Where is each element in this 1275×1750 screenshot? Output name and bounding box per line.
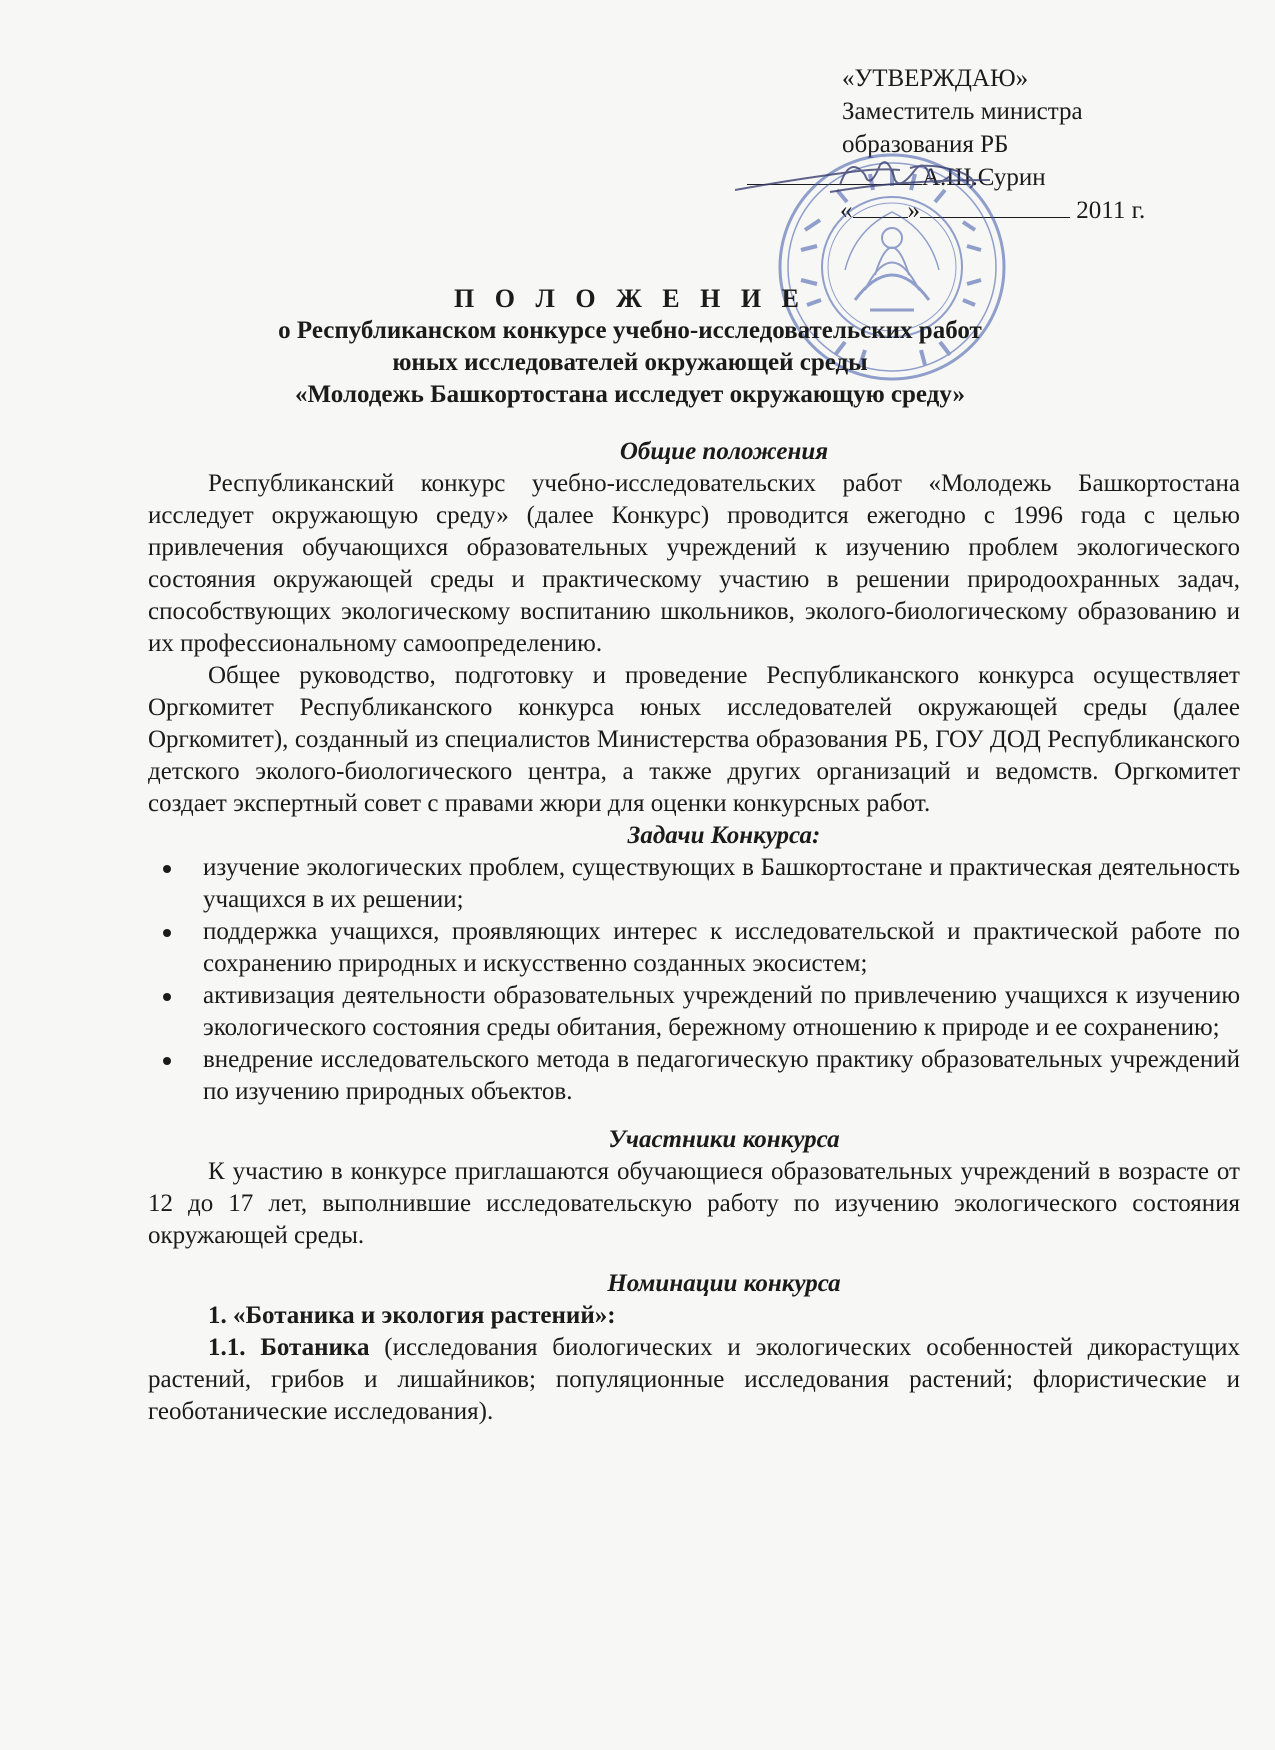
task-text: изучение экологических проблем, существующих в Башкортостане и практическая деятельность учащихся в их решении; xyxy=(203,854,1240,913)
title-line-4: «Молодежь Башкортостана исследует окружающую среду» xyxy=(295,381,965,408)
document-body xyxy=(148,436,1240,1428)
general-paragraph-1: Республиканский конкурс учебно-исследовательских работ «Молодежь Башкортостана исследует окружающую среду» (далее Конкурс) проводится ежегодно с 1996 года с целью привлечения обучающихся образовательных учреждений к изучению проблем экологического состояния окружающей среды и практическому участию в решении природоохранных задач, способствующих экологическому воспитанию школьников, эколого-биологическому образованию и их профессиональному самоопределению. xyxy=(148,470,1240,657)
bullet-icon xyxy=(163,865,171,873)
tasks-list xyxy=(148,852,1240,1108)
general-paragraph-2: Общее руководство, подготовку и проведение Республиканского конкурса осуществляет Оргкомитет Республиканского конкурса юных исследователей окружающей среды (далее Оргкомитет), созданный из специалистов Министерства образования РБ, ГОУ ДОД Республиканского детского эколого-биологического центра, а также других организаций и ведомств. Оргкомитет создает экспертный совет с правами жюри для оценки конкурсных работ. xyxy=(148,662,1240,817)
task-text: поддержка учащихся, проявляющих интерес к исследовательской и практической работе по сохранению природных и искусственно созданных экосистем; xyxy=(203,918,1240,977)
nomination-1-1-title: 1.1. Ботаника xyxy=(208,1334,370,1361)
task-item xyxy=(148,916,1240,980)
spacer xyxy=(148,1108,1240,1124)
nomination-1-1-text: (исследования биологических и экологических особенностей дикорастущих растений, грибов и лишайников; популяционные исследования растений; флористические и геоботанические исследования). xyxy=(148,1334,1240,1425)
section-heading-nominations: Номинации конкурса xyxy=(607,1270,841,1297)
bullet-icon xyxy=(163,993,171,1001)
nomination-1-title: 1. «Ботаника и экология растений»: xyxy=(208,1302,616,1329)
date-quote-close: » xyxy=(907,197,920,224)
section-heading-tasks: Задачи Конкурса: xyxy=(627,822,821,849)
task-item xyxy=(148,1044,1240,1108)
title-line-2: о Республиканском конкурсе учебно-исследовательских работ xyxy=(278,317,982,344)
task-text: активизация деятельности образовательных учреждений по привлечению учащихся к изучению экологического состояния среды обитания, бережному отношению к природе и ее сохранению; xyxy=(203,982,1240,1041)
document-title: П О Л О Ж Е Н И Е xyxy=(454,284,806,313)
section-heading-general: Общие положения xyxy=(619,438,829,465)
document-title-block xyxy=(130,283,1130,411)
task-text: внедрение исследовательского метода в педагогическую практику образовательных учреждений по изучению природных объектов. xyxy=(203,1046,1240,1105)
nomination-1-1 xyxy=(148,1332,1240,1428)
task-item xyxy=(148,980,1240,1044)
approval-ministry: образования РБ xyxy=(842,131,1009,158)
approval-heading: «УТВЕРЖДАЮ» xyxy=(842,65,1029,92)
approval-position: Заместитель министра xyxy=(842,98,1083,125)
participants-paragraph: К участию в конкурсе приглашаются обучающиеся образовательных учреждений в возрасте от 12 до 17 лет, выполнившие исследовательскую работу по изучению экологического состояния окружающей среды. xyxy=(148,1158,1240,1249)
section-heading-participants: Участники конкурса xyxy=(608,1126,840,1153)
title-line-3: юных исследователей окружающей среды xyxy=(392,349,868,376)
signer-name: А.Ш.Сурин xyxy=(922,164,1046,191)
date-quote-open: « xyxy=(840,197,853,224)
task-item xyxy=(148,852,1240,916)
bullet-icon xyxy=(163,1057,171,1065)
handwritten-signature xyxy=(730,150,1060,210)
nomination-1 xyxy=(148,1300,1240,1332)
spacer xyxy=(148,1252,1240,1268)
bullet-icon xyxy=(163,929,171,937)
date-year: 2011 г. xyxy=(1076,197,1146,224)
